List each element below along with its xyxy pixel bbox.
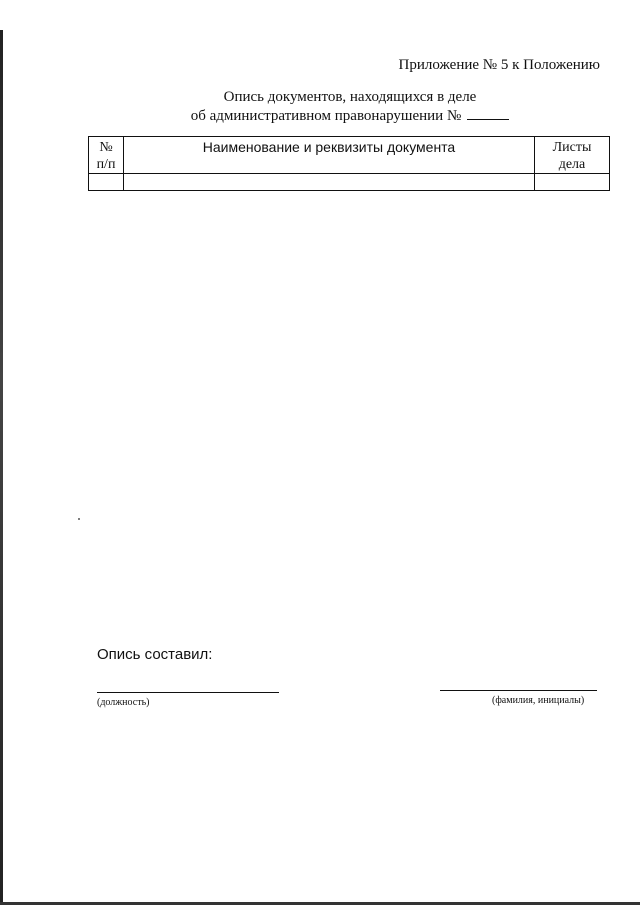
table-row bbox=[89, 174, 610, 191]
table-header-row bbox=[89, 137, 610, 174]
header-number-line-2: п/п bbox=[96, 157, 116, 172]
header-sheets-line-2: дела bbox=[558, 157, 586, 172]
cell-sheets bbox=[535, 174, 610, 191]
header-number-line-1: № bbox=[99, 140, 113, 155]
inventory-table bbox=[88, 136, 610, 191]
cell-number bbox=[89, 174, 124, 191]
header-sheets-line-1: Листы bbox=[552, 140, 592, 155]
name-signature-line bbox=[440, 690, 597, 691]
header-name: Наименование и реквизиты документа bbox=[124, 137, 535, 174]
title-line-2 bbox=[120, 107, 580, 126]
document-title bbox=[120, 88, 580, 126]
title-line-2-text: об административном правонарушении № bbox=[190, 108, 462, 124]
appendix-label: Приложение № 5 к Положению bbox=[398, 57, 600, 73]
title-line-1: Опись документов, находящихся в деле bbox=[223, 89, 477, 105]
cell-name bbox=[124, 174, 535, 191]
compiled-by-label: Опись составил: bbox=[97, 646, 213, 663]
scan-speck bbox=[78, 518, 80, 520]
header-number bbox=[89, 137, 124, 174]
header-sheets bbox=[535, 137, 610, 174]
scan-edge-left bbox=[0, 30, 3, 905]
case-number-blank bbox=[467, 107, 509, 120]
name-caption: (фамилия, инициалы) bbox=[492, 695, 585, 706]
position-caption: (должность) bbox=[97, 697, 150, 708]
position-signature-line bbox=[97, 692, 279, 693]
